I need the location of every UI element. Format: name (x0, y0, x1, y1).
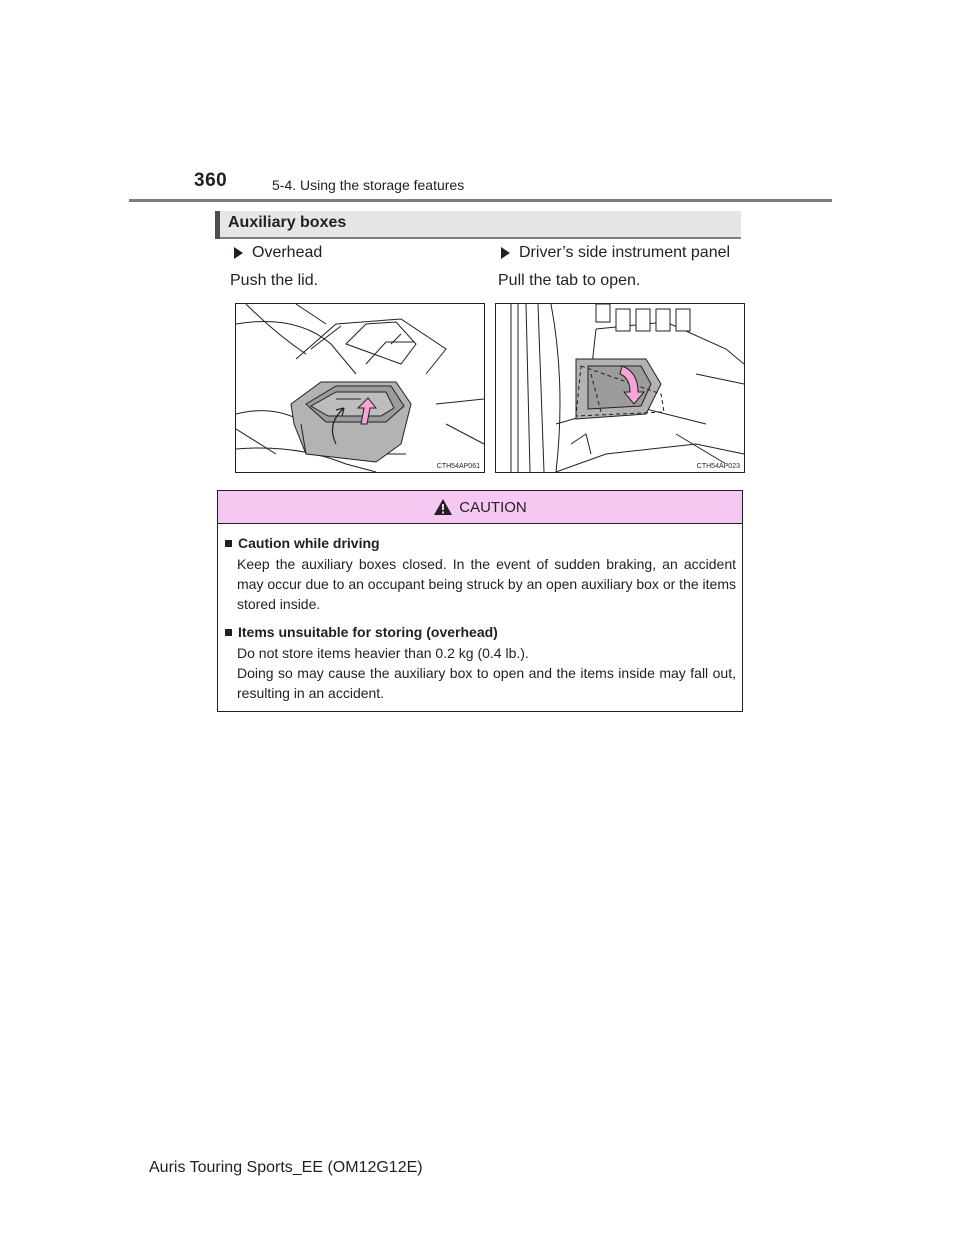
caution-item-title (225, 535, 742, 551)
caution-box (217, 490, 743, 712)
instrument-panel-illustration (495, 303, 745, 473)
square-bullet-icon (225, 629, 232, 636)
instrument-panel-instruction: Pull the tab to open. (498, 272, 641, 289)
triangle-bullet-icon (234, 247, 243, 259)
section-title: 5-4. Using the storage features (272, 177, 465, 193)
warning-triangle-icon (433, 498, 453, 516)
overhead-figure-code: CTH54AP061 (436, 463, 480, 470)
caution-paragraph: Keep the auxiliary boxes closed. In the event of sudden braking, an accident may occur due to an occupant being struck by an open auxiliary box or the items stored inside. (237, 556, 736, 612)
caution-title: CAUTION (459, 498, 527, 516)
overhead-heading-label: Overhead (252, 244, 323, 261)
caution-paragraph: Doing so may cause the auxiliary box to open and the items inside may fall out, resulting in an accident. (237, 665, 736, 701)
instrument-panel-heading-label: Driver’s side instrument panel (519, 244, 731, 261)
caution-item-title-text: Items unsuitable for storing (overhead) (238, 624, 498, 640)
caution-body (218, 524, 742, 703)
overhead-instruction: Push the lid. (230, 272, 319, 289)
instrument-panel-heading (501, 244, 730, 262)
overhead-illustration (235, 303, 485, 473)
caution-item-text (237, 554, 736, 614)
caution-item-title (225, 624, 742, 640)
caution-item-text (237, 643, 736, 703)
caution-header (218, 491, 742, 524)
overhead-heading (234, 244, 322, 262)
caution-paragraph: Do not store items heavier than 0.2 kg (0.4 lb.). (237, 645, 529, 661)
subheading-label: Auxiliary boxes (228, 214, 347, 231)
header-rule (129, 199, 832, 202)
footer-model: Auris Touring Sports_EE (OM12G12E) (149, 1159, 423, 1176)
page-number: 360 (194, 170, 228, 191)
triangle-bullet-icon (501, 247, 510, 259)
square-bullet-icon (225, 540, 232, 547)
subheading-bar (215, 211, 220, 239)
subheading-auxiliary-boxes (215, 211, 741, 239)
instrument-panel-figure-code: CTH54AP023 (696, 463, 740, 470)
caution-item-title-text: Caution while driving (238, 535, 380, 551)
